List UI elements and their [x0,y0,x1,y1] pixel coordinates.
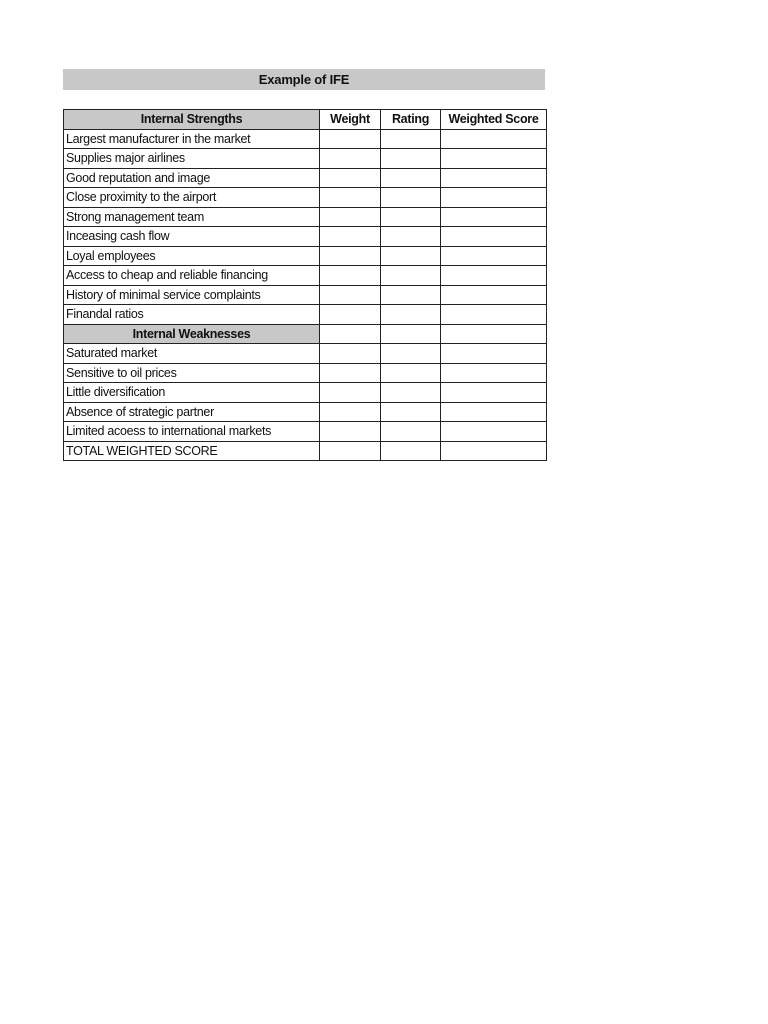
rating-cell [381,402,441,422]
weight-cell [320,441,381,461]
rating-cell [381,227,441,247]
weighted-score-cell [441,285,547,305]
weighted-score-header: Weighted Score [441,110,547,130]
weighted-score-cell [441,188,547,208]
weighted-score-cell [441,305,547,325]
weight-header: Weight [320,110,381,130]
weakness-row [64,402,547,422]
factor-label: Good reputation and image [64,168,320,188]
weight-cell [320,129,381,149]
rating-cell [381,441,441,461]
weakness-row [64,363,547,383]
factor-label: TOTAL WEIGHTED SCORE [64,441,320,461]
weakness-row [64,344,547,364]
strengths-header: Internal Strengths [64,110,320,130]
factor-label: Absence of strategic partner [64,402,320,422]
rating-cell [381,207,441,227]
weight-cell [320,422,381,442]
rating-header: Rating [381,110,441,130]
strength-row [64,305,547,325]
factor-label: Limited acoess to international markets [64,422,320,442]
weighted-score-cell [441,246,547,266]
factor-label: Finandal ratios [64,305,320,325]
weight-cell [320,305,381,325]
rating-cell [381,422,441,442]
weakness-row [64,383,547,403]
factor-label: Sensitive to oil prices [64,363,320,383]
factor-label: Loyal employees [64,246,320,266]
weight-cell [320,246,381,266]
rating-cell [381,168,441,188]
weaknesses-header: Internal Weaknesses [64,324,320,344]
weight-cell [320,266,381,286]
rating-cell [381,305,441,325]
weighted-score-cell [441,363,547,383]
factor-label: Inceasing cash flow [64,227,320,247]
weighted-score-cell [441,402,547,422]
strength-row [64,129,547,149]
factor-label: Supplies major airlines [64,149,320,169]
strength-row [64,285,547,305]
strength-row [64,207,547,227]
strength-row [64,168,547,188]
rating-cell [381,129,441,149]
weighted-score-cell [441,129,547,149]
strength-row [64,149,547,169]
weaknesses-header-row [64,324,547,344]
strength-row [64,188,547,208]
weight-cell [320,344,381,364]
weighted-score-cell [441,149,547,169]
weight-cell [320,402,381,422]
weighted-score-cell [441,344,547,364]
weighted-score-cell [441,227,547,247]
table-header-row [64,110,547,130]
weighted-score-cell [441,383,547,403]
weight-cell [320,149,381,169]
factor-label: Largest manufacturer in the market [64,129,320,149]
rating-cell [381,266,441,286]
weighted-score-cell [441,168,547,188]
strength-row [64,227,547,247]
factor-label: History of minimal service complaints [64,285,320,305]
weight-cell [320,383,381,403]
rating-cell [381,383,441,403]
total-row [64,441,547,461]
rating-cell [381,246,441,266]
weight-cell [320,188,381,208]
rating-cell [381,285,441,305]
strength-row [64,246,547,266]
rating-cell [381,188,441,208]
strength-row [64,266,547,286]
rating-cell [381,324,441,344]
factor-label: Close proximity to the airport [64,188,320,208]
weight-cell [320,227,381,247]
weighted-score-cell [441,441,547,461]
document-title: Example of IFE [63,69,545,90]
factor-label: Little diversification [64,383,320,403]
weight-cell [320,285,381,305]
factor-label: Access to cheap and reliable financing [64,266,320,286]
weight-cell [320,324,381,344]
weighted-score-cell [441,324,547,344]
weight-cell [320,168,381,188]
weakness-row [64,422,547,442]
weighted-score-cell [441,422,547,442]
weighted-score-cell [441,207,547,227]
rating-cell [381,363,441,383]
rating-cell [381,344,441,364]
factor-label: Saturated market [64,344,320,364]
weight-cell [320,363,381,383]
rating-cell [381,149,441,169]
weighted-score-cell [441,266,547,286]
table-body [64,129,547,461]
weight-cell [320,207,381,227]
factor-label: Strong management team [64,207,320,227]
ife-matrix-table [63,109,547,461]
